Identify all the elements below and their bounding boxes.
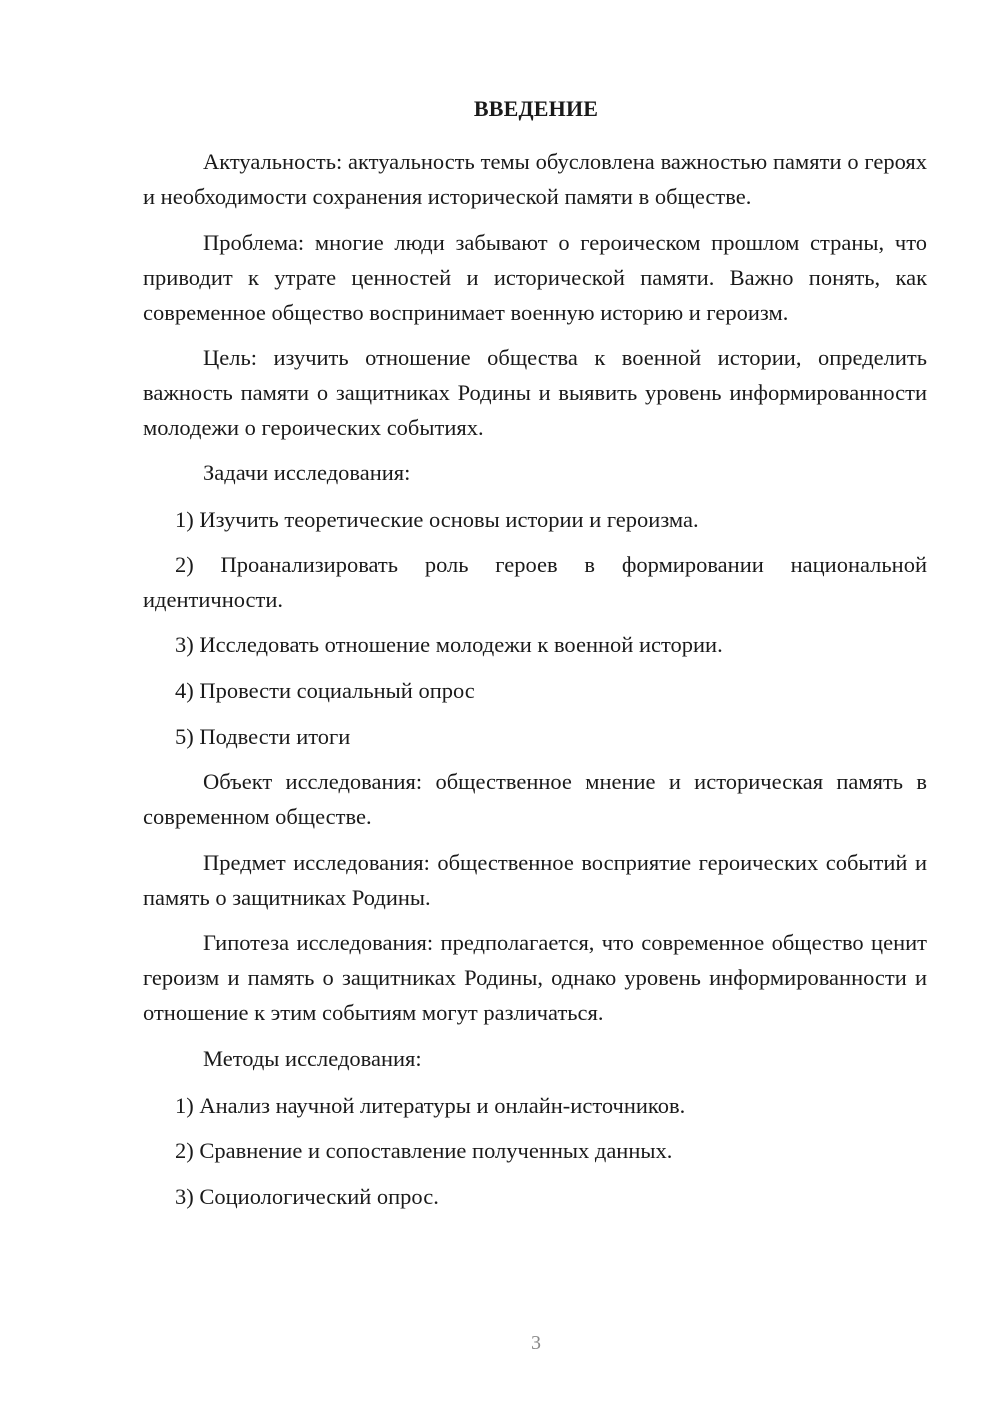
paragraph-hypothesis: Гипотеза исследования: предполагается, что современное общество ценит героизм и память о защитниках Родины, однако уровень информированности и отношение к этим событиям могут различаться. <box>143 930 927 1025</box>
paragraph-goal: Цель: изучить отношение общества к военной истории, определить важность памяти о защитниках Родины и выявить уровень информированности молодежи о героических событиях. <box>143 345 927 440</box>
paragraph-relevance: Актуальность: актуальность темы обусловлена важностью памяти о героях и необходимости сохранения исторической памяти в обществе. <box>143 149 927 209</box>
list-item-task-4: 4) Провести социальный опрос <box>175 678 475 703</box>
list-item-task-2: 2) Проанализировать роль героев в формировании национальной идентичности. <box>143 552 927 612</box>
list-item-method-1: 1) Анализ научной литературы и онлайн-источников. <box>175 1093 686 1118</box>
section-title: ВВЕДЕНИЕ <box>473 96 599 121</box>
list-item-method-3: 3) Социологический опрос. <box>175 1184 439 1209</box>
page-number: 3 <box>531 1332 541 1354</box>
paragraph-tasks-heading: Задачи исследования: <box>203 460 411 485</box>
paragraph-subject: Предмет исследования: общественное восприятие героических событий и память о защитниках Родины. <box>143 850 927 910</box>
list-item-task-1: 1) Изучить теоретические основы истории и героизма. <box>175 507 699 532</box>
list-item-method-2: 2) Сравнение и сопоставление полученных данных. <box>175 1138 673 1163</box>
list-item-task-5: 5) Подвести итоги <box>175 724 351 749</box>
paragraph-problem: Проблема: многие люди забывают о героическом прошлом страны, что приводит к утрате ценностей и исторической памяти. Важно понять, как современное общество воспринимает военную историю и героизм. <box>143 230 927 325</box>
list-item-task-3: 3) Исследовать отношение молодежи к военной истории. <box>175 632 723 657</box>
paragraph-methods-heading: Методы исследования: <box>203 1046 422 1071</box>
paragraph-object: Объект исследования: общественное мнение и историческая память в современном обществе. <box>143 769 927 829</box>
